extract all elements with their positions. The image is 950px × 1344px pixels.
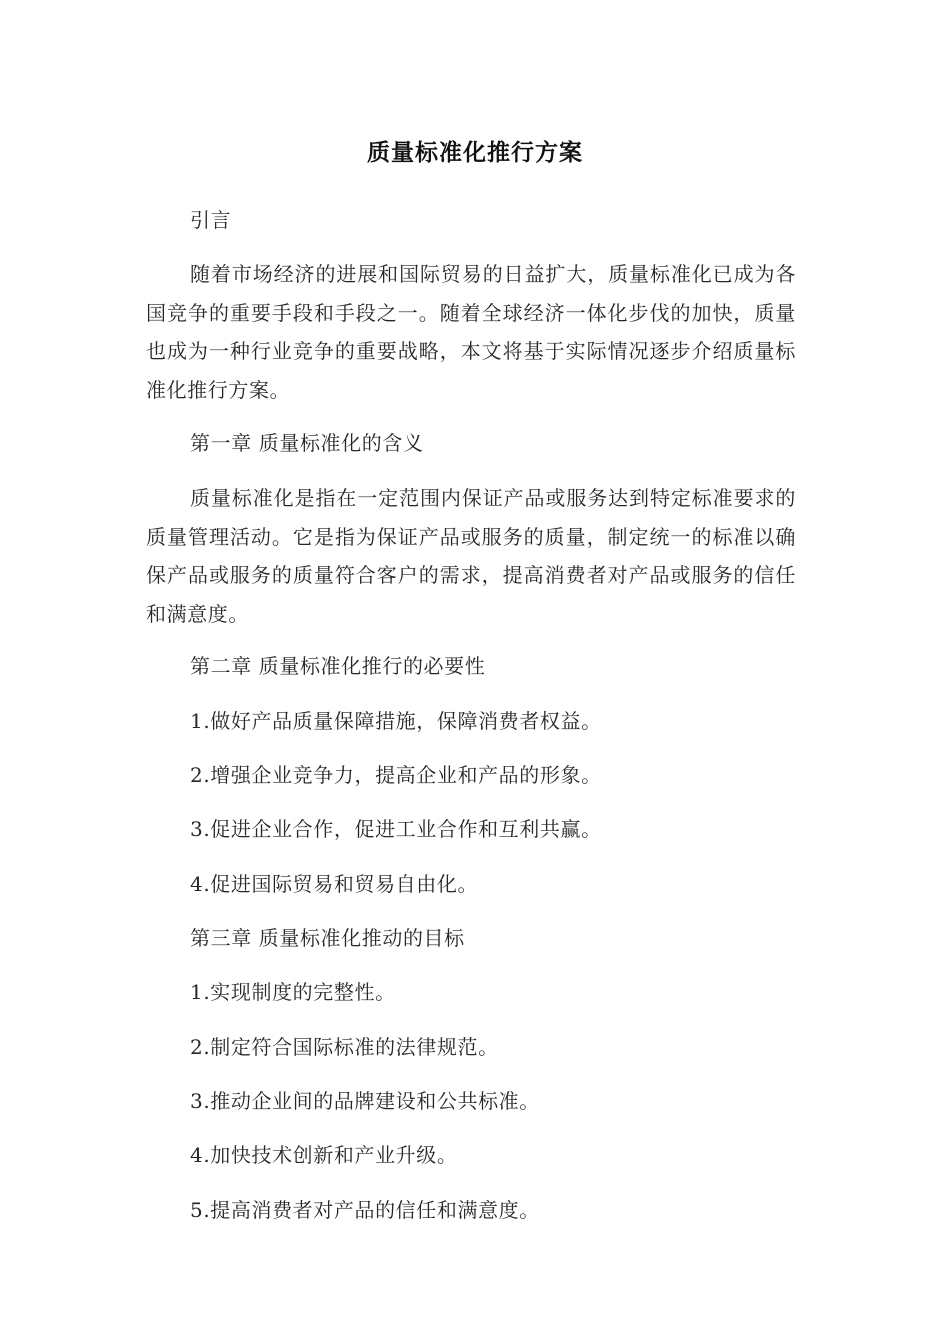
intro-heading: 引言	[190, 208, 232, 232]
chapter-3-item-4: 4.加快技术创新和产业升级。	[190, 1143, 458, 1167]
chapter-1-paragraph: 质量标准化是指在一定范围内保证产品或服务达到特定标准要求的质量管理活动。它是指为保证产品或服务的质量，制定统一的标准以确保产品或服务的质量符合客户的需求，提高消费者对产品或服务的信任和满意度。	[146, 486, 796, 626]
chapter-2-item-4: 4.促进国际贸易和贸易自由化。	[190, 872, 479, 896]
chapter-2-item-2: 2.增强企业竞争力，提高企业和产品的形象。	[190, 763, 602, 787]
intro-paragraph: 随着市场经济的进展和国际贸易的日益扩大，质量标准化已成为各国竞争的重要手段和手段之一。随着全球经济一体化步伐的加快，质量也成为一种行业竞争的重要战略，本文将基于实际情况逐步介绍质量标准化推行方案。	[146, 262, 796, 402]
chapter-1-heading: 第一章 质量标准化的含义	[190, 431, 424, 455]
chapter-2-item-3: 3.促进企业合作，促进工业合作和互利共赢。	[190, 817, 602, 841]
chapter-3-item-2: 2.制定符合国际标准的法律规范。	[190, 1035, 499, 1059]
chapter-2-heading: 第二章 质量标准化推行的必要性	[190, 654, 486, 678]
chapter-3-heading: 第三章 质量标准化推动的目标	[190, 926, 465, 950]
chapter-2-item-1: 1.做好产品质量保障措施，保障消费者权益。	[190, 709, 602, 733]
chapter-3-item-3: 3.推动企业间的品牌建设和公共标准。	[190, 1089, 540, 1113]
chapter-3-item-5: 5.提高消费者对产品的信任和满意度。	[190, 1198, 540, 1222]
document-title: 质量标准化推行方案	[367, 140, 583, 166]
chapter-3-item-1: 1.实现制度的完整性。	[190, 980, 396, 1004]
